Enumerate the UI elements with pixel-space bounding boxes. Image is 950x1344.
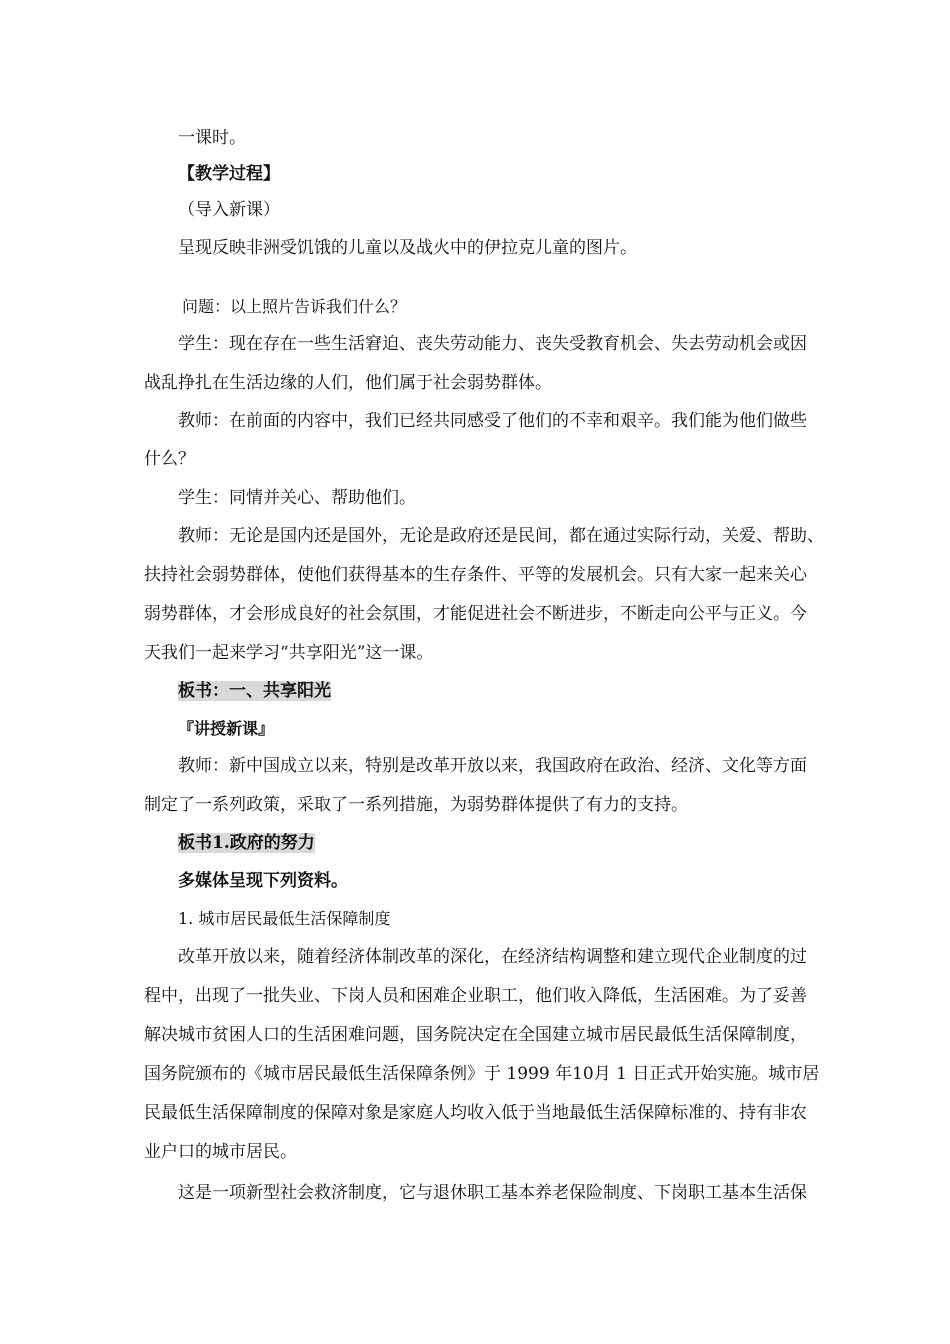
text-line: 改革开放以来，随着经济体制改革的深化，在经济结构调整和建立现代企业制度的过 <box>178 947 807 967</box>
board-heading <box>178 679 824 703</box>
text-line: 教师：无论是国内还是国外，无论是政府还是民间，都在通过实际行动，关爱、帮助、 <box>178 526 824 546</box>
text-line: 业户口的城市居民。 <box>144 1142 297 1162</box>
text-line: 扶持社会弱势群体，使他们获得基本的生存条件、平等的发展机会。只有大家一起来关心 <box>144 565 807 585</box>
text-line: （导入新课） <box>178 200 280 220</box>
section-heading: 【教学过程】 <box>178 164 280 184</box>
text-line: 学生：同情并关心、帮助他们。 <box>178 488 416 508</box>
section-heading: 『讲授新课』 <box>178 719 275 738</box>
text-line: 教师：新中国成立以来，特别是改革开放以来，我国政府在政治、经济、文化等方面 <box>178 756 807 776</box>
text-line: 弱势群体，才会形成良好的社会氛围，才能促进社会不断进步，不断走向公平与正义。今 <box>144 604 807 624</box>
list-heading: 1. 城市居民最低生活保障制度 <box>178 909 391 928</box>
text-line: 战乱挣扎在生活边缘的人们，他们属于社会弱势群体。 <box>144 373 552 393</box>
text-line: 这是一项新型社会救济制度，它与退休职工基本养老保险制度、下岗职工基本生活保 <box>178 1183 807 1203</box>
text-line: 制定了一系列政策，采取了一系列措施，为弱势群体提供了有力的支持。 <box>144 795 688 815</box>
text-line: 一课时。 <box>178 128 246 148</box>
text-line: 教师：在前面的内容中，我们已经共同感受了他们的不幸和艰辛。我们能为他们做些 <box>178 411 807 431</box>
text-line: 国务院颁布的《城市居民最低生活保障条例》于 1999 年10月 1 日正式开始实施。城市居 <box>144 1064 820 1084</box>
board-heading-text: 板书：一、共享阳光 <box>178 681 331 701</box>
question-line: 问题：以上照片告诉我们什么？ <box>182 297 407 316</box>
text-line: 学生：现在存在一些生活窘迫、丧失劳动能力、丧失受教育机会、失去劳动机会或因 <box>178 334 807 354</box>
section-heading: 多媒体呈现下列资料。 <box>178 871 348 891</box>
text-line: 民最低生活保障制度的保障对象是家庭人均收入低于当地最低生活保障标准的、持有非农 <box>144 1103 807 1123</box>
board-heading <box>178 831 824 855</box>
board-heading-text: 板书1.政府的努力 <box>178 833 315 853</box>
text-line: 解决城市贫困人口的生活困难问题，国务院决定在全国建立城市居民最低生活保障制度， <box>144 1025 807 1045</box>
text-line: 程中，出现了一批失业、下岗人员和困难企业职工，他们收入降低，生活困难。为了妥善 <box>144 986 807 1006</box>
text-line: 什么？ <box>144 449 195 469</box>
text-line: 呈现反映非洲受饥饿的儿童以及战火中的伊拉克儿童的图片。 <box>178 238 637 258</box>
text-line: 天我们一起来学习“共享阳光”这一课。 <box>144 643 434 663</box>
